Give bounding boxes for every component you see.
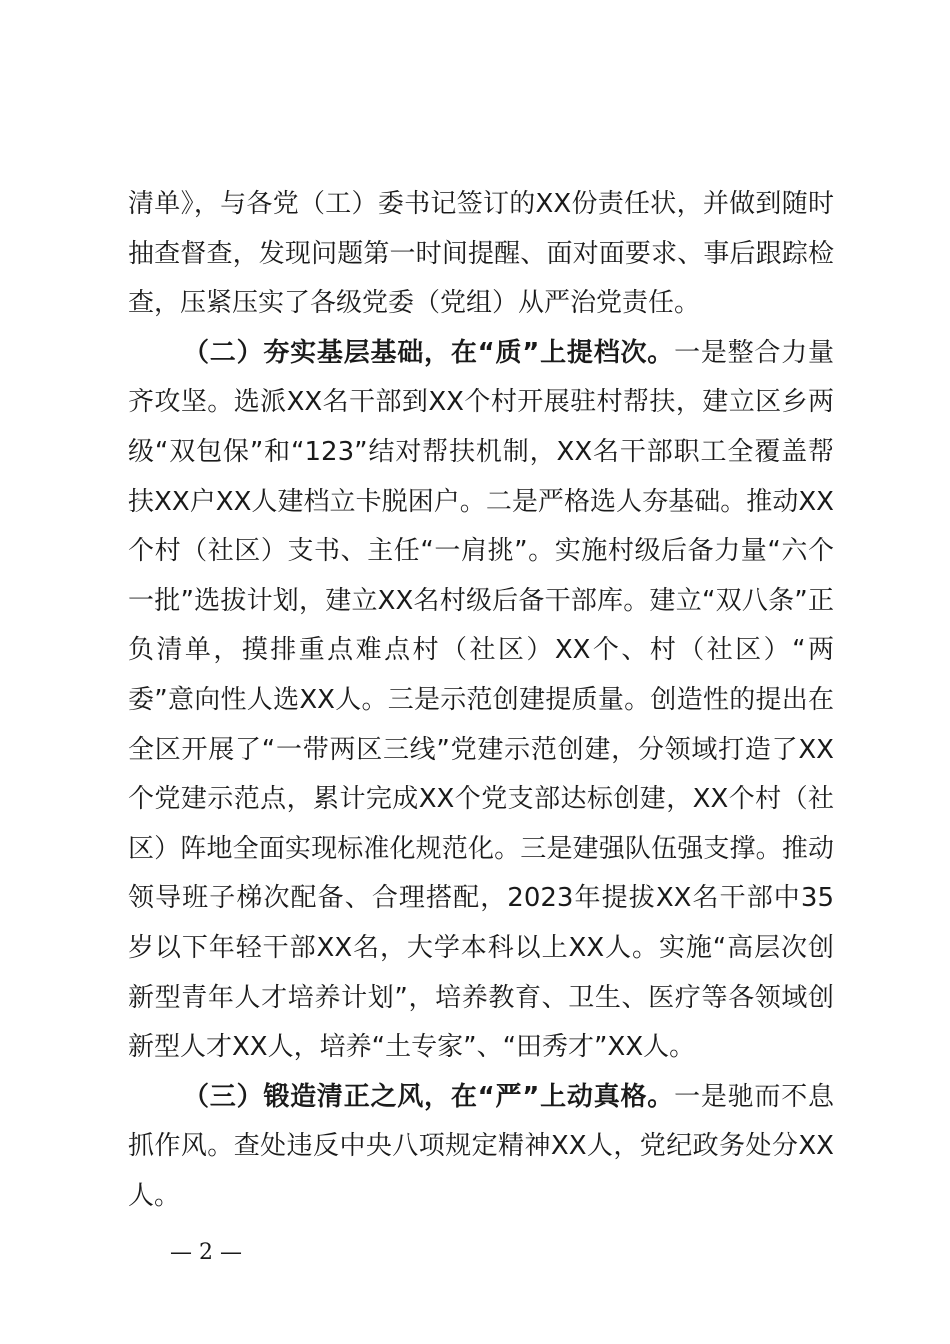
paragraph-text: 清单》，与各党（工）委书记签订的XX份责任状，并做到随时抽查督查，发现问题第一时间提醒、面对面要求、事后跟踪检查，压紧压实了各级党委（党组）从严治党责任。 <box>128 189 834 319</box>
document-body <box>128 180 834 1221</box>
page-number: — 2 — <box>170 1240 242 1265</box>
paragraph-section-two <box>128 329 834 1073</box>
section-heading: （三）锻造清正之风，在“严”上动真格。 <box>183 1081 675 1112</box>
paragraph-text: 一是驰而不息抓作风。查处违反中央八项规定精神XX人，党纪政务处分XX人。 <box>128 1081 834 1211</box>
paragraph-text: 一是整合力量齐攻坚。选派XX名干部到XX个村开展驻村帮扶，建立区乡两级“双包保”和“123”结对帮扶机制，XX名干部职工全覆盖帮扶XX户XX人建档立卡脱困户。二是严格选人夯基础。推动XX个村（社区）支书、主任“一肩挑”。实施村级后备力量“六个一批”选拔计划，建立XX名村级后备干部库。建立“双八条”正负清单，摸排重点难点村（社区）XX个、村（社区）“两委”意向性人选XX人。三是示范创建提质量。创造性的提出在全区开展了“一带两区三线”党建示范创建，分领域打造了XX个党建示范点，累计完成XX个党支部达标创建，XX个村（社区）阵地全面实现标准化规范化。三是建强队伍强支撑。推动领导班子梯次配备、合理搭配，2023年提拔XX名干部中35岁以下年轻干部XX名，大学本科以上XX人。实施“高层次创新型青年人才培养计划”，培养教育、卫生、医疗等各领域创新型人才XX人，培养“土专家”、“田秀才”XX人。 <box>128 337 834 1063</box>
paragraph-section-three <box>128 1073 834 1222</box>
paragraph-continuation <box>128 180 834 329</box>
section-heading: （二）夯实基层基础，在“质”上提档次。 <box>183 337 675 368</box>
